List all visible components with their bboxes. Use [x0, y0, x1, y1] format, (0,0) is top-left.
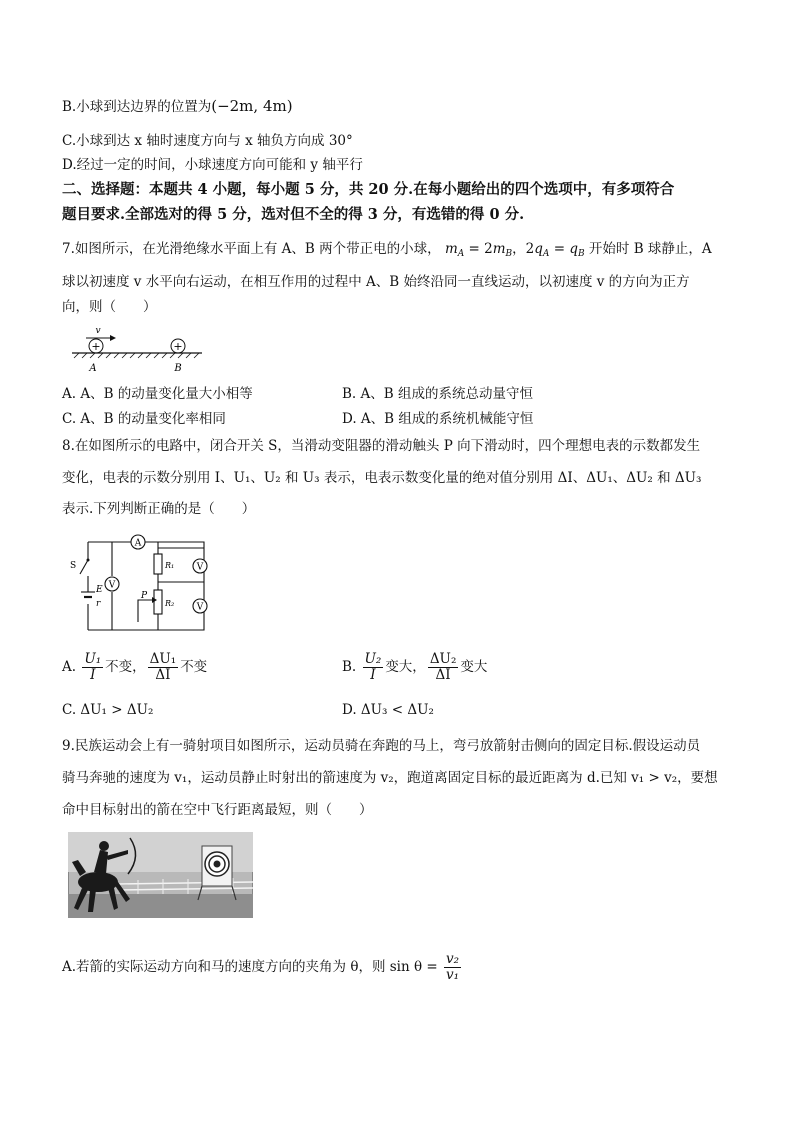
internal-r-label: r: [96, 599, 101, 609]
q7-figure: [68, 322, 208, 374]
voltmeter-u1: [193, 559, 207, 573]
fraction: $\frac{\text{v₂}}{\text{v₁}}$: [446, 951, 460, 983]
q7-option-c: C. A、B 的动量变化率相同: [62, 411, 226, 427]
svg-text:V: V: [196, 602, 204, 613]
r1-label: R₁: [165, 561, 175, 570]
q9-option-a: A.若箭的实际运动方向和马的速度方向的夹角为 θ，则 sin θ = $\frac{\text{v₂}}{\text{v₁}}$: [62, 951, 460, 983]
section-header-line2: 题目要求.全部选对的得 5 分，选对但不全的得 3 分，有选错的得 0 分.: [62, 206, 525, 223]
q8-option-a: A. $\frac{\text{U₁}}{I}$ 不变， $\frac{\text{ΔU₁}}{\Delta I}$ 不变: [62, 651, 208, 683]
q9-stem-line2: 骑马奔驰的速度为 v₁，运动员静止时射出的箭速度为 v₂，跑道离固定目标的最近距离为 d.已知 v₁ > v₂，要想: [62, 770, 718, 786]
q9-stem-line1: 9.民族运动会上有一骑射项目如图所示，运动员骑在奔跑的马上，弯弓放箭射击侧向的固定目标.假设运动员: [62, 738, 701, 754]
q8-stem-line1: 8.在如图所示的电路中，闭合开关 S，当滑动变阻器的滑动触头 P 向下滑动时，四个理想电表的示数都发生: [62, 438, 701, 454]
q7-option-b: B. A、B 组成的系统总动量守恒: [342, 386, 533, 402]
svg-text:+: +: [91, 340, 101, 353]
slider-label: P: [141, 591, 148, 601]
q9-stem-line3: 命中目标射出的箭在空中飞行距离最短，则（ ）: [62, 802, 373, 818]
r2-label: R₂: [165, 599, 175, 608]
switch-s: [80, 560, 88, 574]
voltmeter-u3: [105, 577, 119, 591]
q7-stem-line2: 球以初速度 v 水平向右运动，在相互作用的过程中 A、B 始终沿同一直线运动，以初速度 v 的方向为正方: [62, 274, 690, 290]
ball-b: [171, 339, 185, 353]
q7-option-a: A. A、B 的动量变化量大小相等: [62, 386, 253, 402]
q6-option-d: D.经过一定的时间，小球速度方向可能和 y 轴平行: [62, 157, 363, 173]
q9-photo-mounted-archery: [68, 832, 253, 918]
ammeter: [131, 535, 145, 549]
label-a: A: [89, 363, 97, 374]
svg-text:V: V: [196, 562, 204, 573]
fraction: $\frac{\text{U₂}}{I}$: [364, 651, 382, 683]
rheostat-r2: [154, 590, 162, 614]
q7-option-d: D. A、B 组成的系统机械能守恒: [342, 411, 534, 427]
q7-stem-line3: 向，则（ ）: [62, 299, 157, 315]
q8-circuit-figure: [66, 530, 216, 636]
resistor-r1: [154, 554, 162, 574]
switch-label: S: [70, 561, 77, 571]
label-b: B: [174, 363, 182, 374]
ball-a: [89, 339, 103, 353]
velocity-label: v: [95, 326, 101, 336]
svg-text:V: V: [108, 580, 116, 591]
battery-e: [81, 592, 95, 597]
fraction: $\frac{\text{ΔU₂}}{\Delta I}$: [429, 651, 457, 683]
q6-option-b: B.小球到达边界的位置为(−2m, 4m): [62, 97, 293, 115]
ground-hatch: [74, 353, 199, 358]
fraction: $\frac{\text{ΔU₁}}{\Delta I}$: [149, 651, 177, 683]
voltmeter-u2: [193, 599, 207, 613]
q8-option-b: B. $\frac{\text{U₂}}{I}$ 变大， $\frac{\text{ΔU₂}}{\Delta I}$ 变大: [342, 651, 488, 683]
q8-stem-line2: 变化，电表的示数分别用 I、U₁、U₂ 和 U₃ 表示，电表示数变化量的绝对值分别用 ΔI、ΔU₁、ΔU₂ 和 ΔU₃: [62, 470, 702, 486]
svg-text:A: A: [134, 538, 142, 549]
fraction: $\frac{\text{U₁}}{I}$: [84, 651, 102, 683]
emf-label: E: [96, 585, 103, 595]
q8-option-c: C. ΔU₁ > ΔU₂: [62, 702, 154, 718]
svg-text:+: +: [173, 340, 183, 353]
q6-option-c: C.小球到达 x 轴时速度方向与 x 轴负方向成 30°: [62, 133, 353, 149]
q7-stem-line1: 7.如图所示，在光滑绝缘水平面上有 A、B 两个带正电的小球， $m_A = 2m_B$，$2q_A = q_B$ 开始时 B 球静止，A: [62, 241, 712, 259]
q8-stem-line3: 表示.下列判断正确的是（ ）: [62, 501, 256, 517]
section-header-line1: 二、选择题：本题共 4 小题，每小题 5 分，共 20 分.在每小题给出的四个选项中，有多项符合: [62, 181, 675, 198]
q8-option-d: D. ΔU₃ < ΔU₂: [342, 702, 434, 718]
